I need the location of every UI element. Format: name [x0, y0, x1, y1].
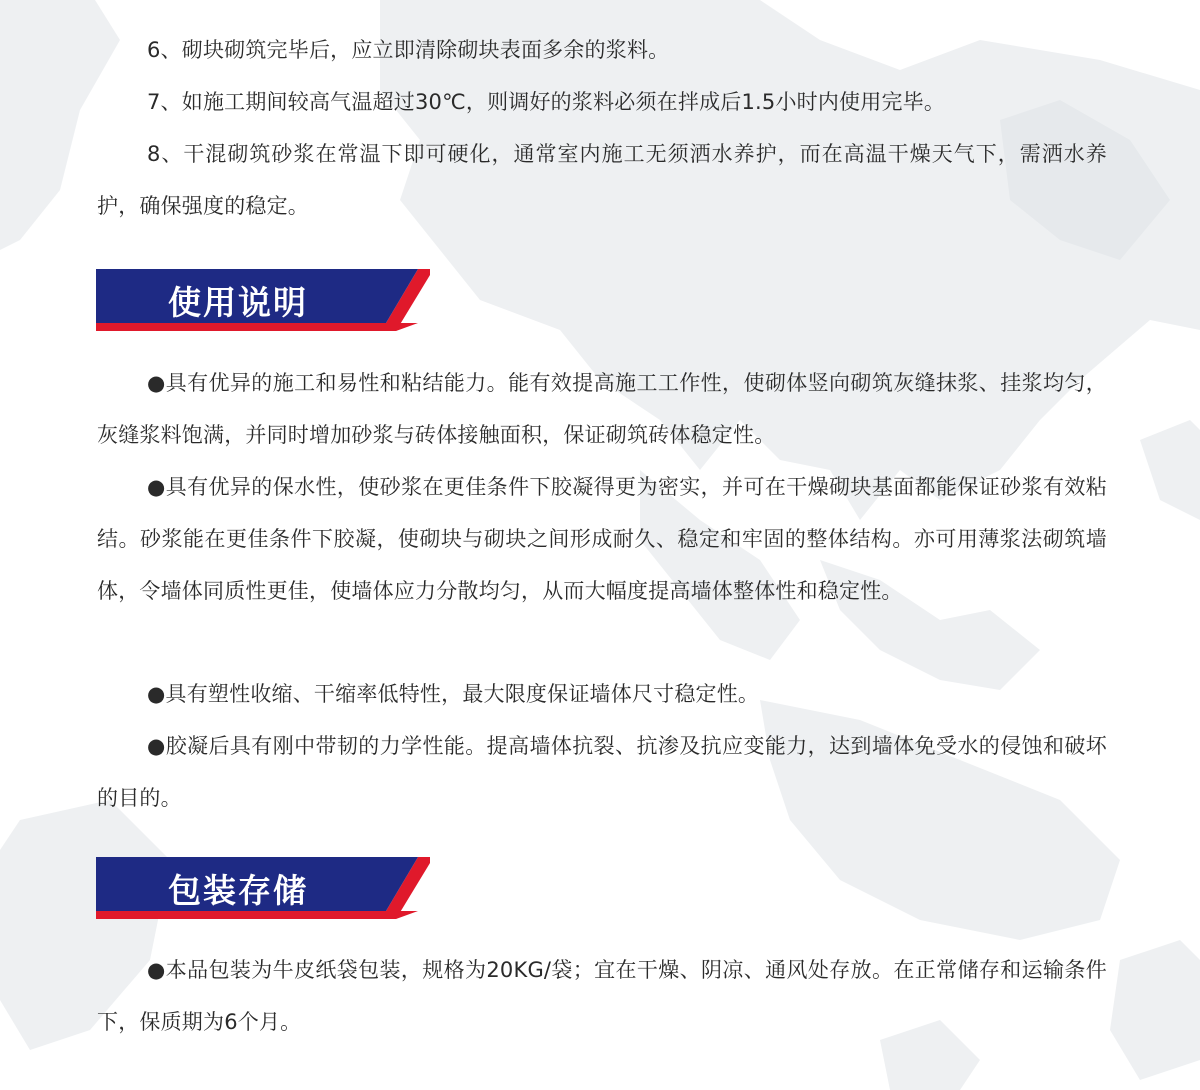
usage-item-2: ●具有优异的保水性，使砂浆在更佳条件下胶凝得更为密实，并可在干燥砌块基面都能保证砂浆有效粘结。砂浆能在更佳条件下胶凝，使砌块与砌块之间形成耐久、稳定和牢固的整体结构。亦可用薄浆法砌筑墙体，令墙体同质性更佳，使墙体应力分散均匀，从而大幅度提高墙体整体性和稳定性。 [97, 475, 1107, 603]
usage-section-title: 使用说明 [168, 283, 308, 322]
step-7-text: 7、如施工期间较高气温超过30℃，则调好的浆料必须在拌成后1.5小时内使用完毕。 [147, 90, 946, 114]
packaging-item-1: ●本品包装为牛皮纸袋包装，规格为20KG/袋；宜在干燥、阴凉、通风处存放。在正常储存和运输条件下，保质期为6个月。 [97, 958, 1107, 1034]
step-8-text: 8、干混砌筑砂浆在常温下即可硬化，通常室内施工无须洒水养护，而在高温干燥天气下，需洒水养护，确保强度的稳定。 [97, 142, 1107, 218]
usage-item-1: ●具有优异的施工和易性和粘结能力。能有效提高施工工作性，使砌体竖向砌筑灰缝抹浆、挂浆均匀，灰缝浆料饱满，并同时增加砂浆与砖体接触面积，保证砌筑砖体稳定性。 [97, 371, 1107, 447]
usage-item-4: ●胶凝后具有刚中带韧的力学性能。提高墙体抗裂、抗渗及抗应变能力，达到墙体免受水的侵蚀和破坏的目的。 [97, 734, 1107, 810]
usage-item-3: ●具有塑性收缩、干缩率低特性，最大限度保证墙体尺寸稳定性。 [147, 682, 760, 706]
usage-section-banner [96, 269, 430, 331]
step-6-text: 6、砌块砌筑完毕后，应立即清除砌块表面多余的浆料。 [147, 38, 670, 62]
packaging-section-banner [96, 857, 430, 919]
packaging-section-title: 包装存储 [168, 871, 308, 910]
